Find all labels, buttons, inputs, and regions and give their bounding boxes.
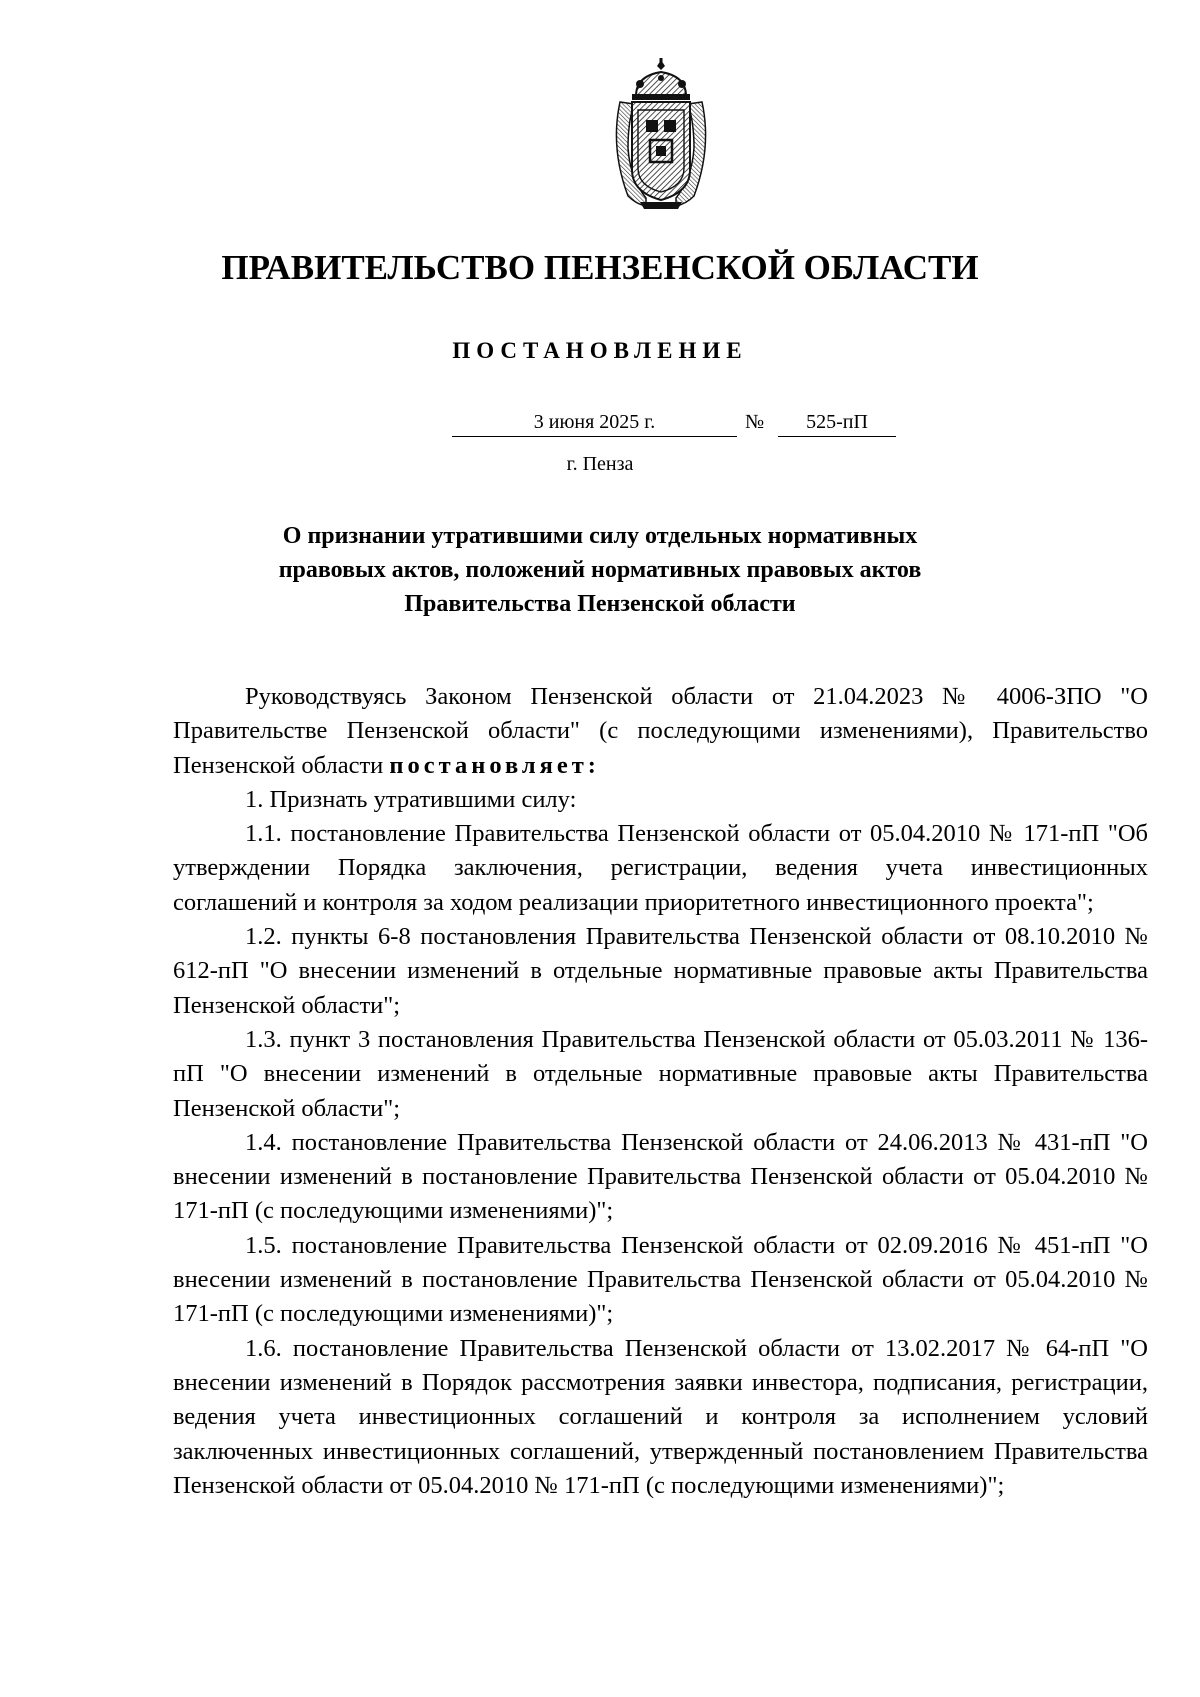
item-1-6: 1.6. постановление Правительства Пензенской области от 13.02.2017 № 64-пП "О внесении изменений в Порядок рассмотрения заявки инвестора, подписания, регистрации, ведения учета инвестиционных соглашений и контроля за исполнением условий заключенных инвестиционных соглашений, утвержденный постановлением Правительства Пензенской области от 05.04.2010 № 171-пП (с последующими изменениями)";	[173, 1334, 1148, 1499]
number-sign: №	[745, 411, 765, 433]
document-body	[173, 680, 1148, 1503]
item-1-5: 1.5. постановление Правительства Пензенской области от 02.09.2016 № 451-пП "О внесении изменений в постановление Правительства Пензенской области от 05.04.2010 № 171-пП (с последующими изменениями)";	[173, 1231, 1148, 1328]
item-1: 1. Признать утратившими силу:	[245, 785, 577, 813]
coat-of-arms-emblem-icon	[606, 58, 716, 210]
date-number-row	[0, 411, 1200, 441]
document-number: 525-пП	[778, 411, 896, 437]
intro-text: Руководствуясь Законом Пензенской области от 21.04.2023 № 4006-ЗПО "О Правительстве Пензенской области" (с последующими изменениями), Правительство Пензенской области	[173, 683, 1148, 779]
organization-title: ПРАВИТЕЛЬСТВО ПЕНЗЕНСКОЙ ОБЛАСТИ	[221, 248, 979, 287]
document-type: ПОСТАНОВЛЕНИЕ	[452, 338, 748, 363]
item-1-2: 1.2. пункты 6-8 постановления Правительства Пензенской области от 08.10.2010 № 612-пП "О внесении изменений в отдельные нормативные правовые акты Правительства Пензенской области";	[173, 923, 1148, 1019]
subject-line: Правительства Пензенской области	[404, 591, 796, 617]
intro-verb: постановляет:	[389, 751, 600, 779]
intro-paragraph	[173, 680, 1148, 783]
subject-line: правовых актов, положений нормативных правовых актов	[278, 557, 922, 583]
item-1-3: 1.3. пункт 3 постановления Правительства Пензенской области от 05.03.2011 № 136-пП "О внесении изменений в отдельные нормативные правовые акты Правительства Пензенской области";	[173, 1025, 1148, 1122]
city: г. Пенза	[566, 453, 634, 475]
item-1-4: 1.4. постановление Правительства Пензенской области от 24.06.2013 № 431-пП "О внесении изменений в постановление Правительства Пензенской области от 05.04.2010 № 171-пП (с последующими изменениями)";	[173, 1128, 1148, 1225]
document-subject	[0, 519, 1200, 621]
subject-line: О признании утратившими силу отдельных нормативных	[282, 523, 918, 549]
item-1-1: 1.1. постановление Правительства Пензенской области от 05.04.2010 № 171-пП "Об утверждении Порядка заключения, регистрации, ведения учета инвестиционных соглашений и контроля за ходом реализации приоритетного инвестиционного проекта";	[173, 820, 1148, 916]
document-date: 3 июня 2025 г.	[452, 411, 737, 437]
